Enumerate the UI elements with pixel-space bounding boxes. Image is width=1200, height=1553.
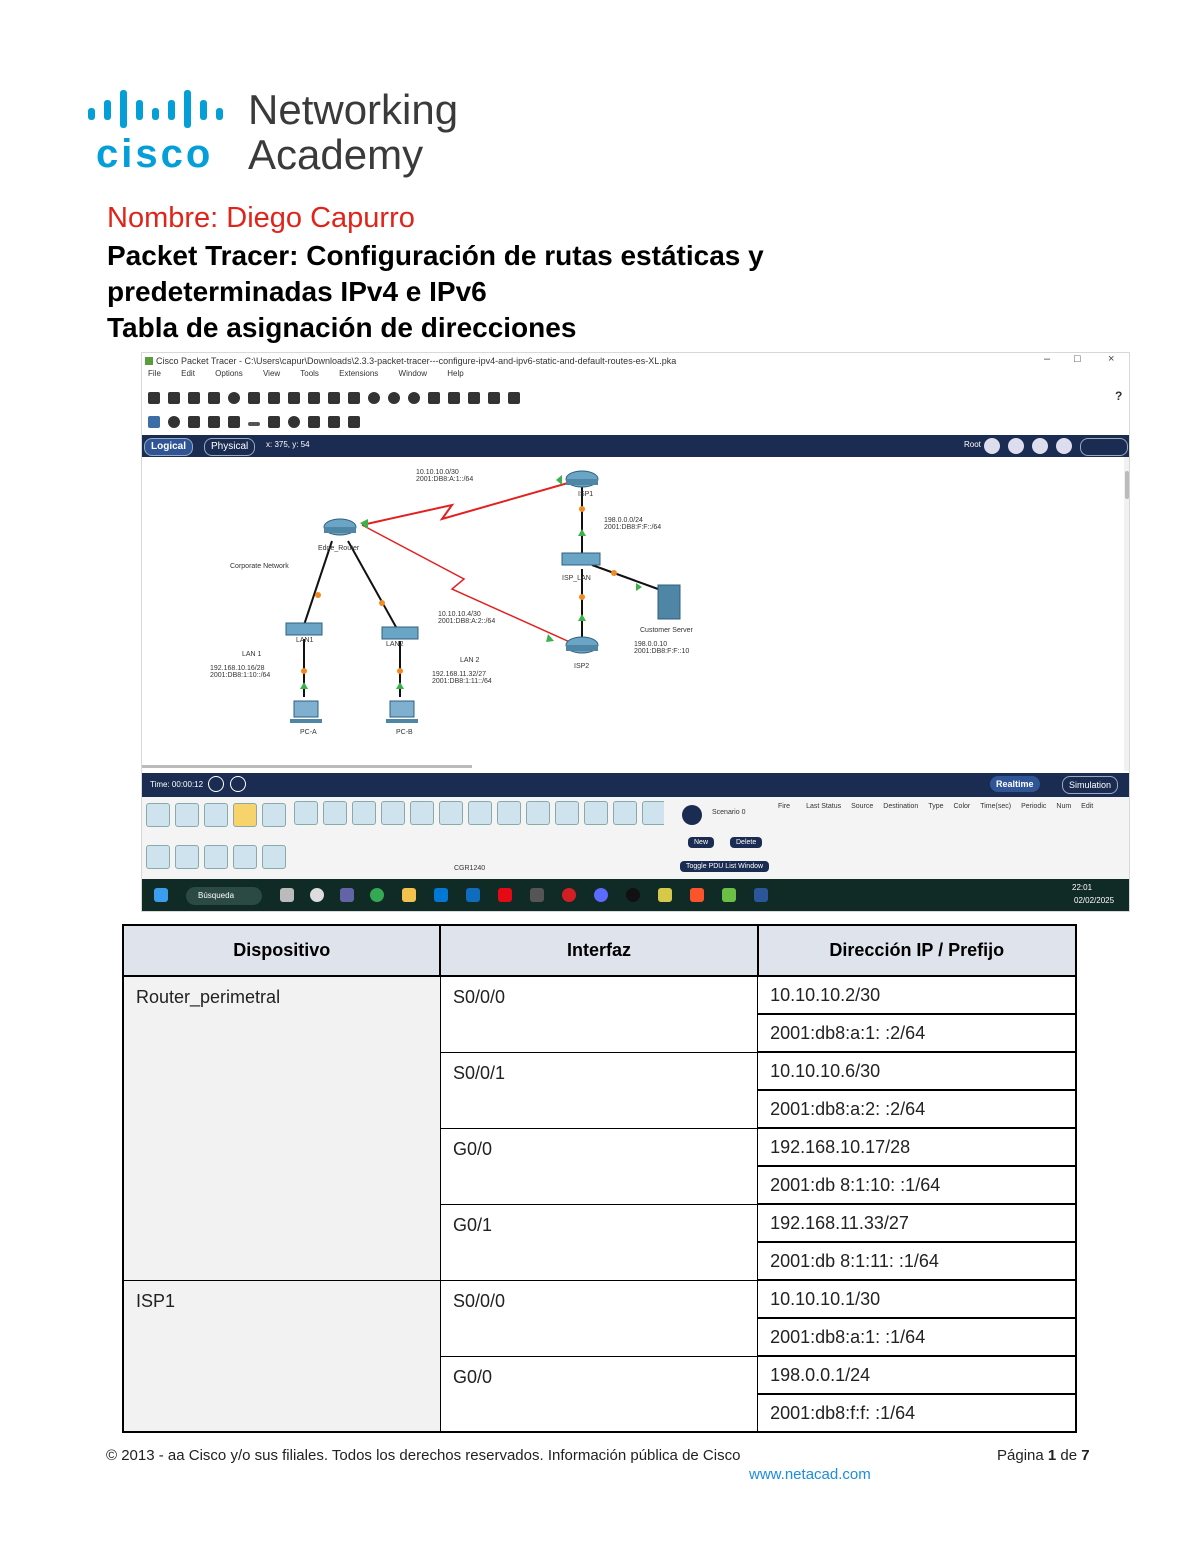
router-model-icon[interactable] <box>410 801 434 825</box>
table-header-row <box>123 925 1076 976</box>
interface-cell: S0/0/0 <box>440 1280 757 1356</box>
device-model-list <box>294 801 664 831</box>
title-line-3: Tabla de asignación de direcciones <box>107 312 577 343</box>
header-interfaz: Interfaz <box>440 925 757 976</box>
interface-cell: S0/0/0 <box>440 976 757 1052</box>
freeform-icon[interactable] <box>308 416 320 428</box>
toggle-pdu-list-button[interactable]: Toggle PDU List Window <box>680 861 769 872</box>
pt-menubar <box>142 369 1130 383</box>
router-model-icon[interactable] <box>439 801 463 825</box>
link-isp1-label: 10.10.10.0/30 2001:DB8:A:1::/64 <box>416 469 474 483</box>
root-label: Root <box>964 440 981 449</box>
brave-icon[interactable] <box>690 888 704 902</box>
lan1-net-label: 192.168.10.16/28 2001:DB8:1:10::/64 <box>210 665 271 679</box>
title-line-1: Packet Tracer: Configuración de rutas estáticas y <box>107 240 764 271</box>
router-model-icon[interactable] <box>381 801 405 825</box>
logo-academy: Academy <box>248 131 424 178</box>
wireless-icon[interactable] <box>233 845 257 869</box>
canvas-scroll-thumb[interactable] <box>1125 471 1129 499</box>
server-label: Customer Server <box>640 627 693 634</box>
document-title <box>107 238 1007 346</box>
view-icon[interactable] <box>468 392 480 404</box>
hubs-icon[interactable] <box>204 845 228 869</box>
switch-isplan-icon <box>562 553 600 565</box>
power-cycle-icon[interactable] <box>208 776 224 792</box>
table-row <box>123 1280 1076 1318</box>
device-cell: Router_perimetral <box>123 976 440 1280</box>
switches-icon[interactable] <box>175 845 199 869</box>
pc-a-label: PC-A <box>300 729 317 736</box>
chrome-icon[interactable] <box>370 888 384 902</box>
print-icon[interactable] <box>208 392 220 404</box>
link-edge-isp1 <box>362 479 582 525</box>
wizard-icon[interactable] <box>248 392 260 404</box>
time-label: Time: 00:00:12 <box>150 780 204 789</box>
teams-icon[interactable] <box>340 888 354 902</box>
inspect-icon[interactable] <box>168 416 180 428</box>
complex-pdu-icon[interactable] <box>348 416 360 428</box>
device-cell: ISP1 <box>123 1280 440 1432</box>
switch-lan1-icon <box>286 623 322 635</box>
link-isplan-server <box>592 565 658 589</box>
router-model-icon[interactable] <box>468 801 492 825</box>
header-direccion: Dirección IP / Prefijo <box>758 925 1076 976</box>
list-icon[interactable] <box>488 392 500 404</box>
save-icon[interactable] <box>188 392 200 404</box>
pc-a-icon <box>290 701 322 723</box>
switch-lan2-label: LAN2 <box>386 641 404 648</box>
menu-help[interactable]: Help <box>447 369 464 378</box>
open-icon[interactable] <box>168 392 180 404</box>
server-ip-label: 198.0.0.10 2001:DB8:F:F::10 <box>634 641 690 655</box>
connections-icon[interactable] <box>233 803 257 827</box>
table-row <box>123 976 1076 1014</box>
packet-tracer-screenshot <box>141 352 1130 912</box>
cisco-wordmark: cisco <box>96 132 214 176</box>
router-isp2-icon <box>566 637 598 653</box>
components-icon[interactable] <box>204 803 228 827</box>
canvas-scrollbar-h[interactable] <box>142 765 472 768</box>
ipv4-cell: 10.10.10.1/30 <box>758 1280 1076 1318</box>
cloud-icon[interactable] <box>1008 438 1024 454</box>
cisco-bars-icon <box>84 84 234 134</box>
server-icon <box>658 585 680 619</box>
windows-taskbar <box>142 879 1130 912</box>
canvas-scrollbar-v[interactable] <box>1124 457 1130 771</box>
router-model-icon[interactable] <box>323 801 347 825</box>
lan2-net-label: 192.168.11.32/27 2001:DB8:1:11::/64 <box>432 671 492 685</box>
menu-window[interactable]: Window <box>398 369 427 378</box>
taskbar-time: 22:01 <box>1072 883 1093 892</box>
lan2-label: LAN 2 <box>460 657 480 664</box>
new-icon[interactable] <box>148 392 160 404</box>
ipv4-cell: 192.168.11.33/27 <box>758 1204 1076 1242</box>
zoom-in-icon[interactable] <box>368 392 380 404</box>
router-model-icon[interactable] <box>584 801 608 825</box>
ipv4-cell: 10.10.10.6/30 <box>758 1052 1076 1090</box>
device-subcategories <box>146 845 291 874</box>
misc-icon[interactable] <box>262 803 286 827</box>
switch-lan1-label: LAN1 <box>296 637 314 644</box>
back-icon[interactable] <box>984 438 1000 454</box>
routers-icon[interactable] <box>146 845 170 869</box>
device-categories <box>146 803 291 832</box>
mail-icon[interactable] <box>466 888 480 902</box>
task-view-icon[interactable] <box>280 888 294 902</box>
drawing-palette-icon[interactable] <box>428 392 440 404</box>
pt-app-icon <box>145 357 153 365</box>
link-isp2-label: 10.10.10.4/30 2001:DB8:A:2::/64 <box>438 611 496 625</box>
router-edge-icon <box>324 519 356 535</box>
note-icon[interactable] <box>228 416 240 428</box>
cursor-coords: x: 375, y: 54 <box>266 440 310 449</box>
corporate-network-label: Corporate Network <box>230 563 289 570</box>
footer-copyright: © 2013 - aa Cisco y/o sus filiales. Todos los derechos reservados. Información pública de Cisco <box>106 1447 741 1464</box>
ipv4-cell: 192.168.10.17/28 <box>758 1128 1076 1166</box>
topology-diagram <box>142 457 1124 771</box>
zoom-reset-icon[interactable] <box>388 392 400 404</box>
footer-link[interactable]: www.netacad.com <box>749 1466 871 1483</box>
end-devices-icon[interactable] <box>175 803 199 827</box>
router-model-icon[interactable] <box>294 801 318 825</box>
fast-forward-icon[interactable] <box>230 776 246 792</box>
redo-icon[interactable] <box>348 392 360 404</box>
ipv6-cell: 2001:db8:a:1: :2/64 <box>758 1014 1076 1052</box>
word-icon[interactable] <box>754 888 768 902</box>
widgets-icon[interactable] <box>310 888 324 902</box>
ipv4-cell: 198.0.0.1/24 <box>758 1356 1076 1394</box>
network-icon[interactable] <box>268 392 280 404</box>
move-icon[interactable] <box>1032 438 1048 454</box>
ipv6-cell: 2001:db 8:1:11: :1/64 <box>758 1242 1076 1280</box>
delete-icon[interactable] <box>188 416 200 428</box>
title-line-2: predeterminadas IPv4 e IPv6 <box>107 276 487 307</box>
pt-time-bar <box>142 773 1130 797</box>
undo-icon[interactable] <box>328 392 340 404</box>
app2-icon[interactable] <box>658 888 672 902</box>
select-icon[interactable] <box>148 416 160 428</box>
page-number: Página 1 de 7 <box>997 1447 1090 1464</box>
menu-view[interactable]: View <box>262 369 281 378</box>
pt-device-panel <box>142 797 1130 879</box>
simulation-toggle[interactable]: Simulation <box>1062 776 1118 794</box>
menu-options[interactable]: Options <box>215 369 243 378</box>
menu-edit[interactable]: Edit <box>181 369 195 378</box>
pdu-list-header: Fire Last Status Source Destination Type Color Time(sec) Periodic Num Edit <box>778 803 1094 810</box>
router-model-icon[interactable] <box>642 801 664 825</box>
line-icon[interactable] <box>248 422 260 426</box>
info-icon[interactable] <box>228 392 240 404</box>
taskbar-search[interactable]: Búsqueda <box>186 887 262 905</box>
store-icon[interactable] <box>434 888 448 902</box>
ellipse-icon[interactable] <box>288 416 300 428</box>
pt-workspace-bar <box>142 435 1130 457</box>
router-isp1-icon <box>566 471 598 487</box>
pc-b-icon <box>386 701 418 723</box>
close-icon[interactable]: × <box>1108 353 1115 365</box>
menu-tools[interactable]: Tools <box>300 369 319 378</box>
interface-cell: G0/0 <box>440 1128 757 1204</box>
rectangle-icon[interactable] <box>268 416 280 428</box>
pt-window-title: Cisco Packet Tracer - C:\Users\capur\Downloads\2.3.3-packet-tracer---configure-ipv4-and-ipv6-static-and-default-routes-es-XL.pka <box>156 356 677 366</box>
pt-toolbar-tools <box>148 413 368 433</box>
security-icon[interactable] <box>262 845 286 869</box>
router-model-icon[interactable] <box>613 801 637 825</box>
lan1-label: LAN 1 <box>242 651 262 658</box>
link-edge-lan1 <box>304 541 332 625</box>
taskbar-date: 02/02/2025 <box>1074 896 1115 905</box>
ipv6-cell: 2001:db 8:1:10: :1/64 <box>758 1166 1076 1204</box>
scenario-info-icon[interactable] <box>682 805 702 825</box>
student-name: Nombre: Diego Capurro <box>107 202 415 234</box>
scenario-select[interactable]: Scenario 0 <box>712 809 746 816</box>
tab-physical[interactable]: Physical <box>204 438 255 456</box>
help-icon[interactable]: ? <box>1115 389 1123 403</box>
device-caption: CGR1240 <box>454 865 486 872</box>
ipv6-cell: 2001:db8:f:f: :1/64 <box>758 1394 1076 1432</box>
pt-toolbar-main <box>148 389 528 409</box>
ipv6-cell: 2001:db8:a:2: :2/64 <box>758 1090 1076 1128</box>
edge-router-label: Edge_Router <box>318 545 360 552</box>
tiktok-icon[interactable] <box>626 888 640 902</box>
custom-device-icon[interactable] <box>448 392 460 404</box>
app-icon[interactable] <box>530 888 544 902</box>
resize-icon[interactable] <box>208 416 220 428</box>
link-edge-lan2 <box>348 541 396 627</box>
packet-tracer-icon[interactable] <box>722 888 736 902</box>
zoom-out-icon[interactable] <box>408 392 420 404</box>
network-devices-icon[interactable] <box>146 803 170 827</box>
interface-cell: G0/1 <box>440 1204 757 1280</box>
ipv6-cell: 2001:db8:a:1: :1/64 <box>758 1318 1076 1356</box>
realtime-toggle[interactable]: Realtime <box>990 776 1040 792</box>
network-canvas[interactable] <box>142 457 1124 771</box>
opera-icon[interactable] <box>562 888 576 902</box>
image-icon[interactable] <box>508 392 520 404</box>
interface-cell: G0/0 <box>440 1356 757 1432</box>
menu-extensions[interactable]: Extensions <box>339 369 379 378</box>
menu-file[interactable]: File <box>148 369 161 378</box>
maximize-icon[interactable]: □ <box>1074 353 1081 365</box>
file-explorer-icon[interactable] <box>402 888 416 902</box>
clock-toggle-icon[interactable] <box>1080 438 1128 456</box>
pc-b-label: PC-B <box>396 729 413 736</box>
link-isplan-label: 198.0.0.0/24 2001:DB8:F:F::/64 <box>604 517 662 531</box>
isp2-label: ISP2 <box>574 663 590 670</box>
interface-cell: S0/0/1 <box>440 1052 757 1128</box>
router-model-icon[interactable] <box>555 801 579 825</box>
media-icon[interactable] <box>594 888 608 902</box>
link-edge-isp2 <box>362 525 572 643</box>
copy-icon[interactable] <box>288 392 300 404</box>
delete-scenario-button[interactable]: Delete <box>730 837 762 848</box>
router-model-icon[interactable] <box>352 801 376 825</box>
logo-networking: Networking <box>248 86 459 133</box>
router-model-icon[interactable] <box>526 801 550 825</box>
ipv4-cell: 10.10.10.2/30 <box>758 976 1076 1014</box>
router-model-icon[interactable] <box>497 801 521 825</box>
tab-logical[interactable]: Logical <box>144 438 193 456</box>
switch-lan2-icon <box>382 627 418 639</box>
new-scenario-button[interactable]: New <box>688 837 714 848</box>
header-dispositivo: Dispositivo <box>123 925 440 976</box>
viewport-icon[interactable] <box>1056 438 1072 454</box>
minimize-icon[interactable]: – <box>1044 353 1051 365</box>
isp1-label: ISP1 <box>578 491 594 498</box>
addressing-table <box>122 924 1077 1433</box>
netflix-icon[interactable] <box>498 888 512 902</box>
simple-pdu-icon[interactable] <box>328 416 340 428</box>
isp-lan-label: ISP_LAN <box>562 575 591 582</box>
windows-start-icon[interactable] <box>154 888 168 902</box>
paste-icon[interactable] <box>308 392 320 404</box>
